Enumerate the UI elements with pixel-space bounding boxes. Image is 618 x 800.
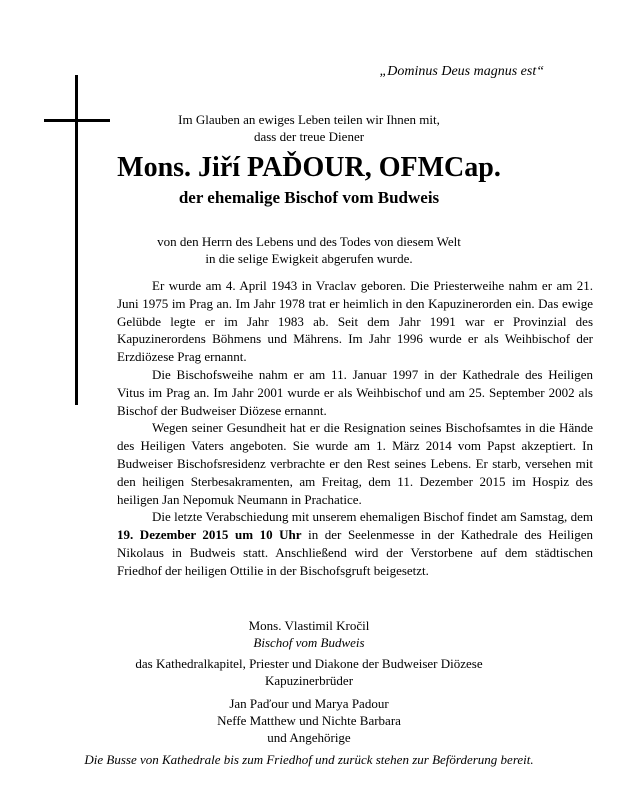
funeral-text-rest: in der Seelenmesse in der Kathedrale des Heiligen Nikolaus in Budweis statt. Anschließend wird der Verstorbene auf dem städtischen Friedhof der heiligen Ottilie in der Bischofsgruft beigesetzt. — [117, 527, 593, 578]
family-line: und Angehörige — [267, 730, 351, 745]
call-text — [0, 233, 618, 267]
funeral-text: Die letzte Verabschiedung mit unserem ehemaligen Bischof findet am Samstag, dem — [152, 509, 593, 525]
family-line: Neffe Matthew und Nichte Barbara — [217, 713, 401, 728]
intro-line: Im Glauben an ewiges Leben teilen wir Ihnen mit, — [178, 112, 440, 127]
funeral-date: 19. Dezember 2015 um 10 Uhr — [117, 527, 302, 543]
funeral-paragraph — [117, 508, 593, 579]
chapter-line: das Kathedralkapitel, Priester und Diakone der Budweiser Diözese — [135, 656, 483, 671]
chapter-block — [0, 655, 618, 689]
intro — [0, 111, 618, 145]
paragraph: Wegen seiner Gesundheit hat er die Resignation seines Bischofsamtes in die Hände des Heiligen Vaters angeboten. Sie wurde am 1. März 2014 vom Papst akzeptiert. In Budweiser Bischofsresidenz verbrachte er den Rest seines Lebens. Er starb, versehen mit den heiligen Sterbesakramenten, am Freitag, dem 11. Dezember 2015 im Hospiz des heiligen Jan Nepomuk Neumann in Prachatice. — [117, 420, 593, 507]
call-line: von den Herrn des Lebens und des Todes von diesem Welt — [157, 234, 461, 249]
deceased-name: Mons. Jiří PAĎOUR, OFMCap. — [117, 152, 501, 183]
deceased-role: der ehemalige Bischof vom Budweis — [178, 188, 440, 207]
signer-title: Bischof vom Budweis — [253, 635, 365, 650]
intro-line: dass der treue Diener — [253, 129, 365, 144]
family-block — [0, 695, 618, 746]
call-line: in die selige Ewigkeit abgerufen wurde. — [205, 251, 413, 266]
signer-name: Mons. Vlastimil Kročil — [248, 618, 370, 633]
family-line: Jan Paďour und Marya Padour — [229, 696, 389, 711]
chapter-line: Kapuzinerbrüder — [264, 673, 354, 688]
paragraph: Die Bischofsweihe nahm er am 11. Januar 1997 in der Kathedrale des Heiligen Vitus im Prag an. Im Jahr 2001 wurde er als Weihbischof und am 25. September 2002 als Bischof der Budweiser Diözese ernannt. — [117, 366, 593, 418]
bus-notice: Die Busse von Kathedrale bis zum Friedhof und zurück stehen zur Beförderung bereit. — [84, 752, 534, 767]
motto: „Dominus Deus magnus est“ — [379, 64, 544, 79]
signature-block — [0, 617, 618, 651]
biography — [117, 277, 593, 580]
paragraph: Er wurde am 4. April 1943 in Vraclav geboren. Die Priesterweihe nahm er am 21. Juni 1975 im Prag an. Im Jahr 1978 trat er heimlich in den Kapuzinerorden ein. Das ewige Gelübde legte er im Jahr 1983 ab. Seit dem Jahr 1991 war er Provinzial des Kapuzinerordens Böhmens und Mährens. Im Jahr 1996 wurde er als Weihbischof der Erzdiözese Prag ernannt. — [117, 278, 593, 365]
